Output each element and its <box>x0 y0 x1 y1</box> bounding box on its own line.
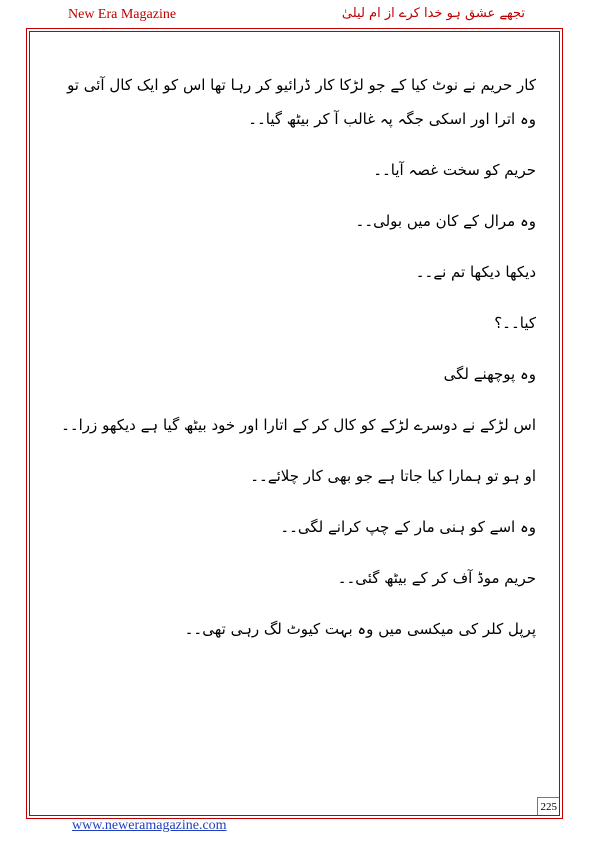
paragraph: کیا۔۔؟ <box>494 314 536 332</box>
paragraph: وہ اسے کو ہنی مار کے چپ کرانے لگی۔۔ <box>280 518 536 536</box>
paragraph: او ہو تو ہمارا کیا جاتا ہے جو بھی کار چلائے۔۔ <box>250 467 536 485</box>
paragraph: حریم کو سخت غصہ آیا۔۔ <box>373 161 536 179</box>
story-text <box>48 68 536 646</box>
paragraph: وہ پوچھنے لگی <box>443 365 536 383</box>
novel-title: تجھے عشق ہو خدا کرے از ام لیلیٰ <box>341 6 525 21</box>
magazine-name: New Era Magazine <box>68 7 177 22</box>
paragraph: پرپل کلر کی میکسی میں وہ بہت کیوٹ لگ رہی تھی۔۔ <box>184 620 536 638</box>
paragraph: حریم موڈ آف کر کے بیٹھ گئی۔۔ <box>337 569 536 587</box>
paragraph: کار حریم نے نوٹ کیا کے جو لڑکا کار ڈرائیو کر رہا تھا اس کو ایک کال آئی تو وہ اترا اور اسکی جگہ پہ غالب آ کر بیٹھ گیا۔۔ <box>67 76 536 128</box>
paragraph: دیکھا دیکھا تم نے۔۔ <box>415 263 536 281</box>
page-header <box>0 0 595 30</box>
paragraph: وہ مرال کے کان میں بولی۔۔ <box>355 212 536 230</box>
paragraph: اس لڑکے نے دوسرے لڑکے کو کال کر کے اتارا اور خود بیٹھ گیا ہے دیکھو زرا۔۔ <box>61 416 536 434</box>
website-link[interactable]: www.neweramagazine.com <box>72 818 227 833</box>
page-number: 225 <box>537 797 559 815</box>
